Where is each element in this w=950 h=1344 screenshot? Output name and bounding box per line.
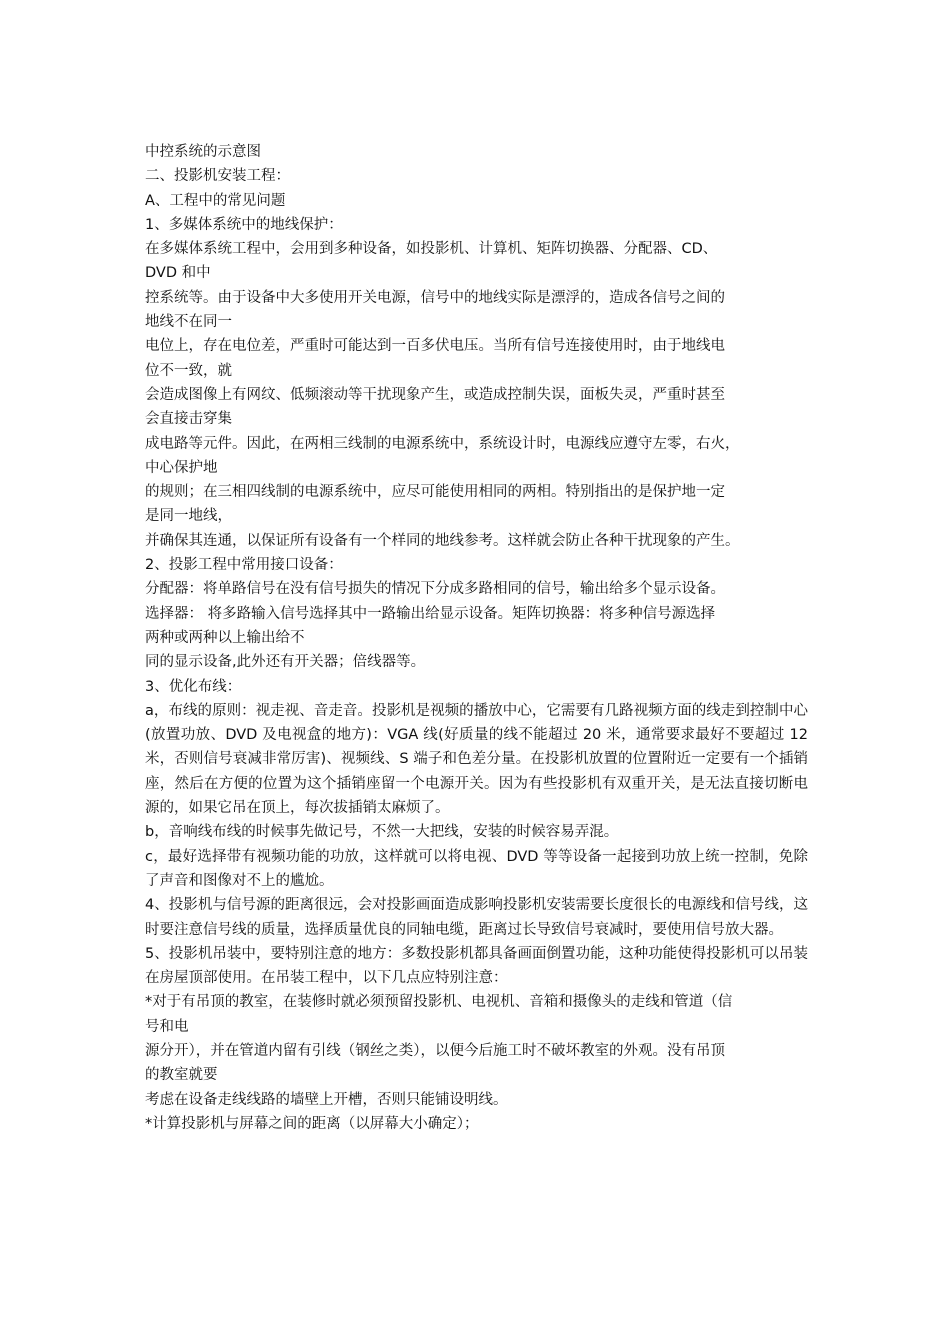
- paragraph-5: 5、投影机吊装中，要特别注意的地方：多数投影机都具备画面倒置功能，这种功能使得投影机可以吊装在房屋顶部使用。在吊装工程中，以下几点应特别注意：: [145, 945, 808, 987]
- text-line: 成电路等元件。因此，在两相三线制的电源系统中，系统设计时，电源线应遵守左零，右火，: [145, 435, 740, 452]
- text-line: 控系统等。由于设备中大多使用开关电源，信号中的地线实际是漂浮的，造成各信号之间的: [145, 289, 725, 306]
- text-line: *对于有吊顶的教室，在装修时就必须预留投影机、电视机、音箱和摄像头的走线和管道（信: [145, 994, 733, 1011]
- text-line: 同的显示设备,此外还有开关器；倍线器等。: [145, 654, 426, 671]
- text-line: 地线不在同一: [145, 314, 232, 331]
- paragraph-c: c，最好选择带有视频功能的功放，这样就可以将电视、DVD 等等设备一起接到功放上统一控制，免除了声音和图像对不上的尴尬。: [145, 848, 808, 889]
- text-line: 的教室就要: [145, 1067, 218, 1084]
- text-line: 位不一致，就: [145, 362, 232, 379]
- paragraph-4: 4、投影机与信号源的距离很远，会对投影画面造成影响投影机安装需要长度很长的电源线和信号线，这时要注意信号线的质量，选择质量优良的同轴电缆，距离过长导致信号衰减时，要使用信号放大器。: [145, 897, 808, 938]
- text-line: 的规则；在三相四线制的电源系统中，应尽可能使用相同的两相。特别指出的是保护地一定: [145, 484, 725, 501]
- subsection-heading: A、工程中的常见问题: [145, 192, 286, 209]
- item-heading: 1、多媒体系统中的地线保护：: [145, 216, 343, 233]
- caption-line: 中控系统的示意图: [145, 144, 261, 160]
- text-line: 是同一地线，: [145, 508, 232, 525]
- text-line: 电位上，存在电位差，严重时可能达到一百多伏电压。当所有信号连接使用时，由于地线电: [145, 338, 725, 355]
- text-line: 考虑在设备走线线路的墙壁上开槽，否则只能铺设明线。: [145, 1091, 508, 1108]
- text-line: 两种或两种以上输出给不: [145, 629, 305, 646]
- item-heading: 2、投影工程中常用接口设备：: [145, 557, 343, 574]
- section-heading: 二、投影机安装工程：: [145, 168, 290, 185]
- text-line: 选择器： 将多路输入信号选择其中一路输出给显示设备。矩阵切换器：将多种信号源选择: [145, 605, 716, 622]
- document-body: [145, 140, 808, 1136]
- text-line: 号和电: [145, 1018, 189, 1035]
- text-line: 会造成图像上有网纹、低频滚动等干扰现象产生，或造成控制失误，面板失灵，严重时甚至: [145, 386, 725, 403]
- text-line: 分配器：将单路信号在没有信号损失的情况下分成多路相同的信号，输出给多个显示设备。: [145, 581, 725, 598]
- item-heading: 3、优化布线：: [145, 678, 242, 695]
- text-line: *计算投影机与屏幕之间的距离（以屏幕大小确定）；: [145, 1115, 479, 1132]
- text-line: 源分开），并在管道内留有引线（钢丝之类），以便今后施工时不破坏教室的外观。没有吊顶: [145, 1042, 725, 1059]
- text-line: 在多媒体系统工程中，会用到多种设备，如投影机、计算机、矩阵切换器、分配器、CD、: [145, 241, 718, 258]
- text-line: 中心保护地: [145, 459, 218, 476]
- text-line: DVD 和中: [145, 265, 211, 282]
- paragraph-b: b，音响线布线的时候事先做记号，不然一大把线，安装的时候容易弄混。: [145, 824, 619, 841]
- text-line: 并确保其连通，以保证所有设备有一个样同的地线参考。这样就会防止各种干扰现象的产生。: [145, 532, 740, 549]
- paragraph-a: a，布线的原则：视走视、音走音。投影机是视频的播放中心，它需要有几路视频方面的线走到控制中心(放置功放、DVD 及电视盒的地方)：VGA 线(好质量的线不能超过 20 米，通常要求最好不要超过 12 米，否则信号衰减非常厉害)、视频线、S 端子和色差分量。在投影机放置的位置附近一定要有一个插销座，然后在方便的位置为这个插销座留一个电源开关。因为有些投影机有双重开关，是无法直接切断电源的，如果它吊在顶上，每次拔插销太麻烦了。: [145, 702, 808, 817]
- text-line: 会直接击穿集: [145, 411, 232, 428]
